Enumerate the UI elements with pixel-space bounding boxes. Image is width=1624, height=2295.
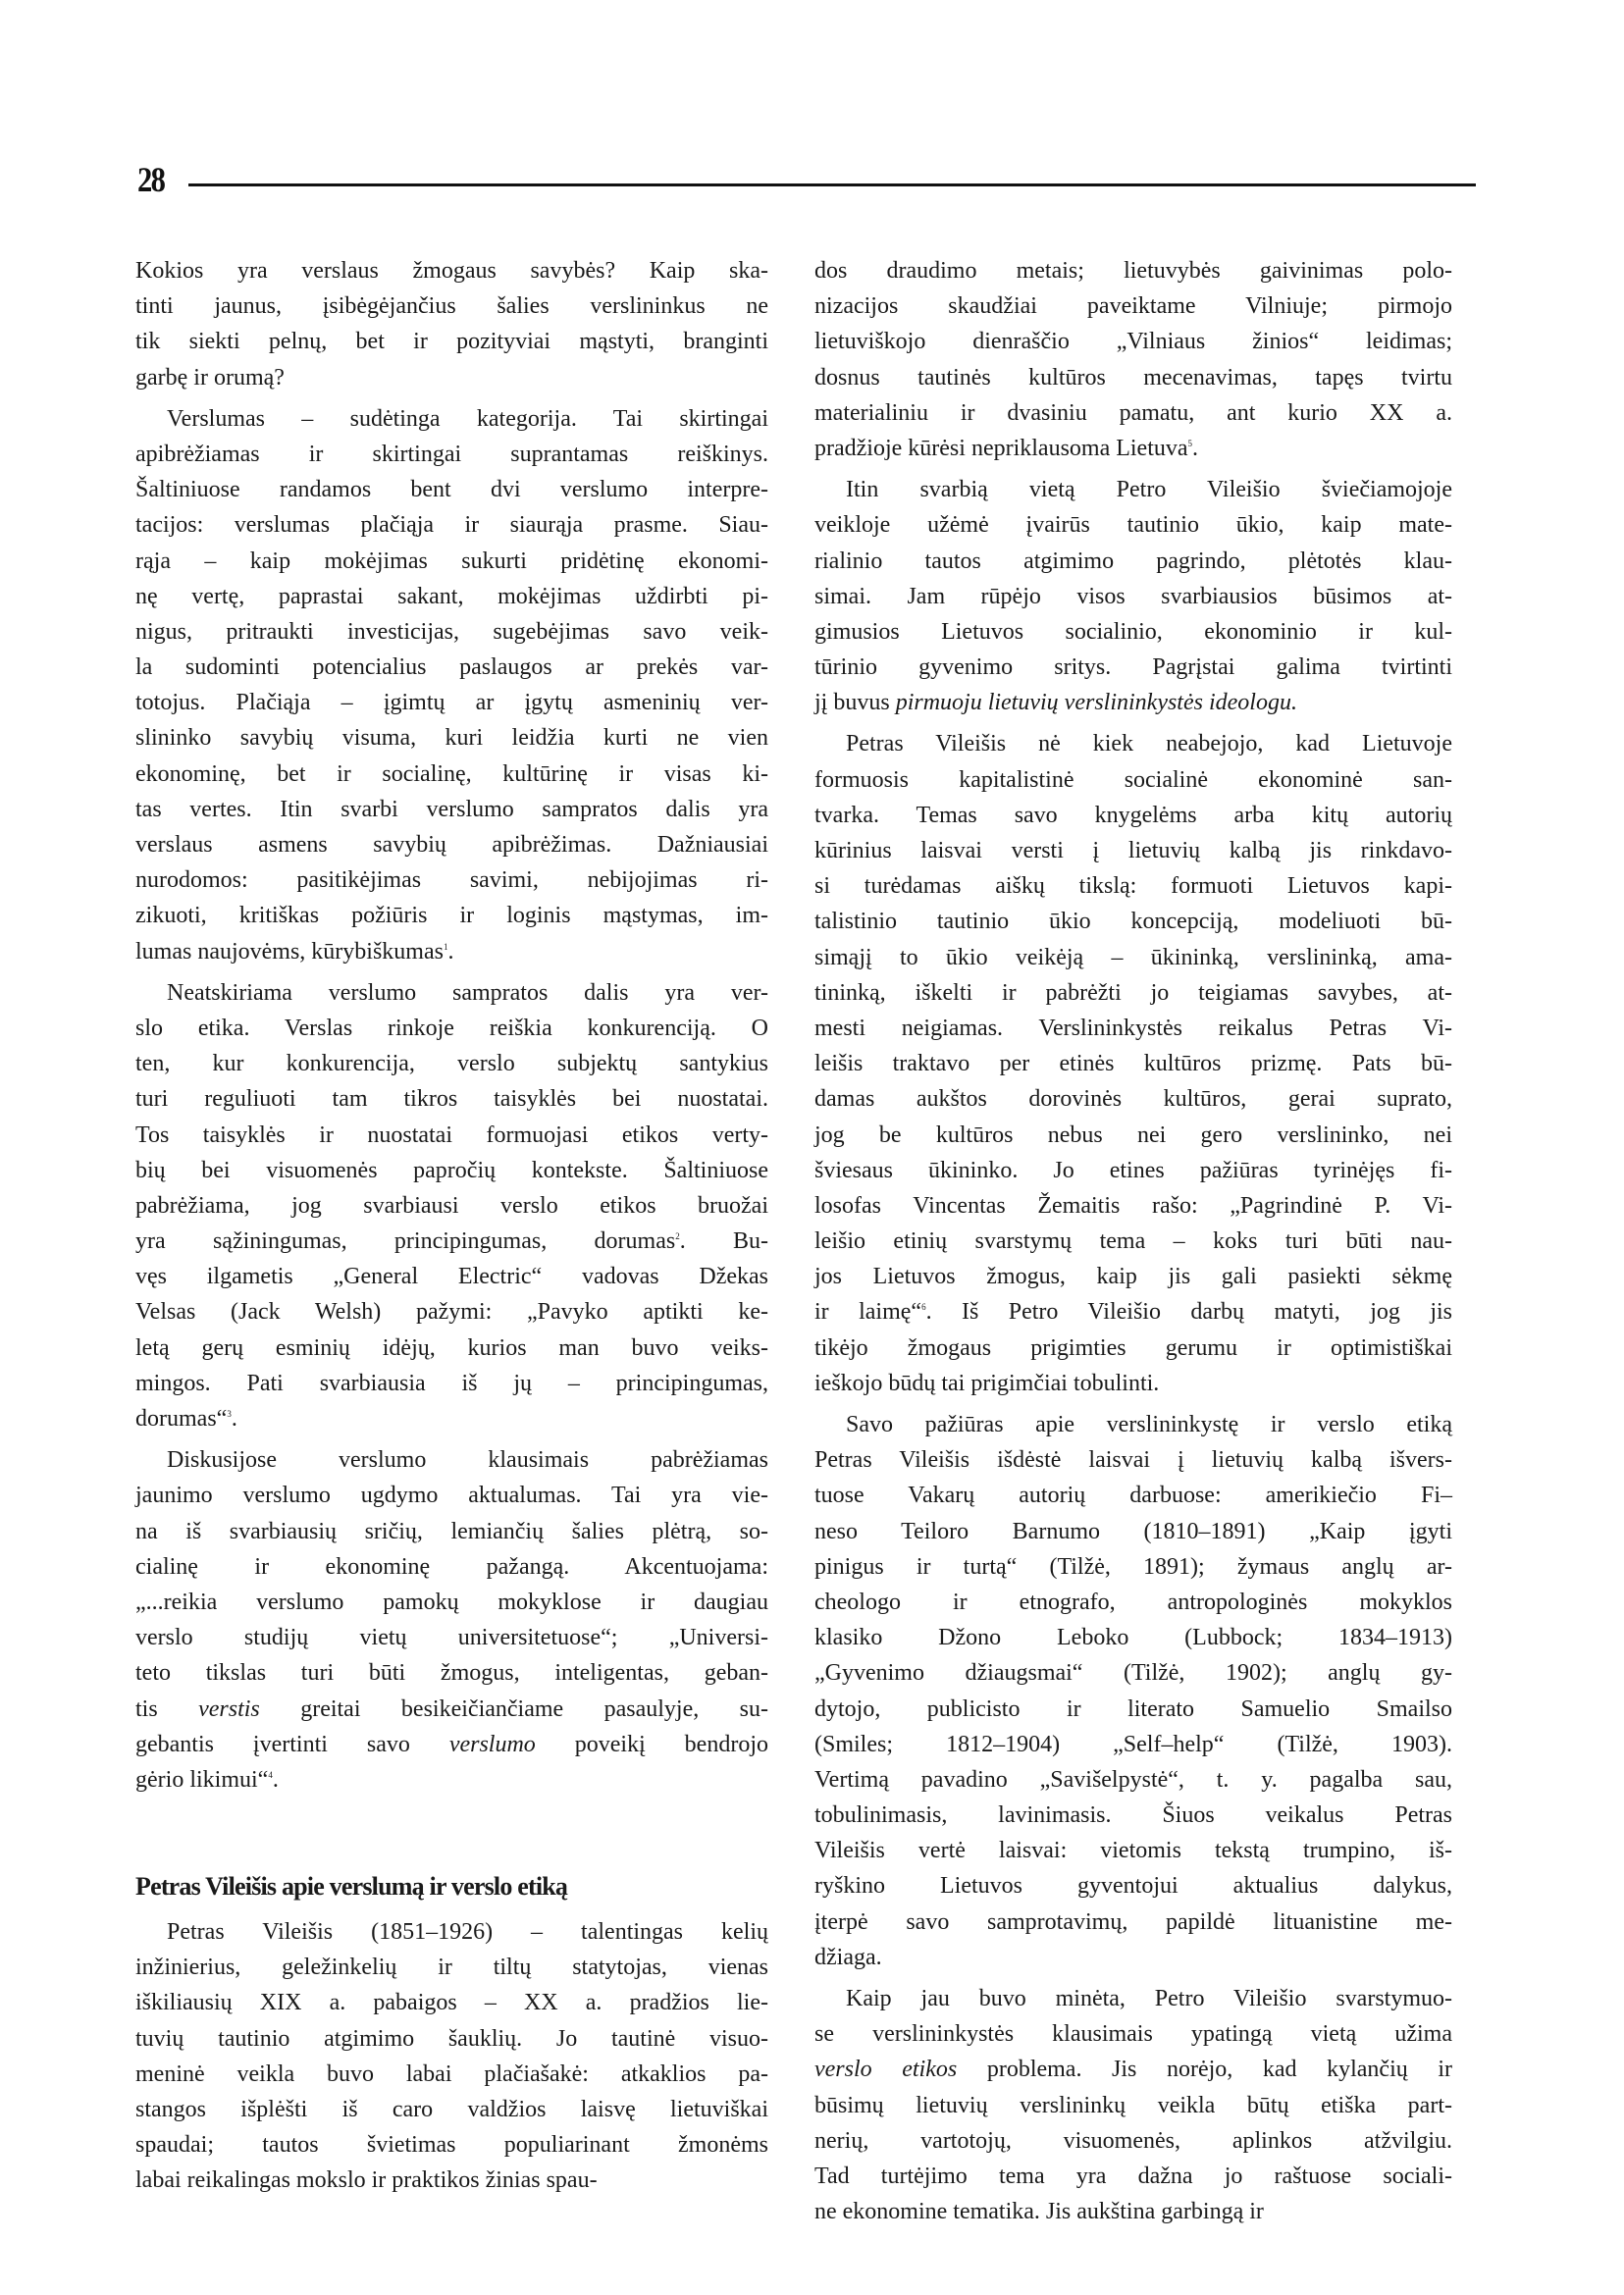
- text-line: Petras Vileišis (1851–1926) – talentingas kelių: [167, 1919, 768, 1946]
- text-line: gėrio likimui“$^4$.: [135, 1766, 279, 1793]
- text-line: leišio etinių svarstymų tema – koks turi būti nau-: [814, 1228, 1452, 1255]
- text-line: Kokios yra verslaus žmogaus savybės? Kaip ska-: [135, 258, 768, 284]
- text-line: bių bei visuomenės papročių kontekste. Šaltiniuose: [135, 1157, 768, 1183]
- text-line: tik siekti pelnų, bet ir pozityviai mąstyti, branginti: [135, 329, 768, 355]
- footnote-ref: 1: [443, 941, 448, 952]
- text-line: pabrėžiama, jog svarbiausi verslo etikos bruožai: [135, 1192, 768, 1219]
- text-line: cialinę ir ekonominę pažangą. Akcentuojama:: [135, 1553, 768, 1580]
- text-line: Petras Vileišis nė kiek neabejojo, kad Lietuvoje: [846, 731, 1452, 757]
- text-line: verslo studijų vietų universitetuose“; „Universi-: [135, 1625, 768, 1651]
- text-line: tas vertes. Itin svarbi verslumo sampratos dalis yra: [135, 796, 768, 822]
- text-line: kūrinius laisvai versti į lietuvių kalbą jis rinkdavo-: [814, 838, 1452, 863]
- text-line: inžinierius, geležinkelių ir tiltų statytojas, vienas: [135, 1955, 768, 1981]
- text-line: vęs ilgametis „General Electric“ vadovas Džekas: [135, 1264, 768, 1290]
- paragraph: [135, 253, 768, 395]
- italic-emphasis: pirmuoju lietuvių verslininkystės ideologu.: [895, 690, 1297, 716]
- paragraph: [135, 1442, 768, 1798]
- text-line: įterpė savo samprotavimų, papildė lituanistine me-: [814, 1908, 1452, 1935]
- text-line: Tos taisyklės ir nuostatai formuojasi etikos verty-: [135, 1121, 768, 1148]
- text-line: ieškojo būdų tai prigimčiai tobulinti.: [814, 1370, 1160, 1396]
- text-line: se verslininkystės klausimais ypatingą vietą užima: [814, 2021, 1452, 2048]
- text-line: klasiko Džono Leboko (Lubbock; 1834–1913): [814, 1625, 1452, 1651]
- paragraph: [814, 726, 1452, 1401]
- paragraph: [135, 401, 768, 969]
- text-line: ryškino Lietuvos gyventojui aktualius dalykus,: [814, 1873, 1452, 1900]
- paragraph: [814, 253, 1452, 466]
- text-line: pinigus ir turtą“ (Tilžė, 1891); žymaus anglų ar-: [814, 1553, 1452, 1580]
- text-line: iškiliausių XIX a. pabaigos – XX a. pradžios lie-: [135, 1990, 768, 2016]
- text-line: stangos išplėšti iš caro valdžios laisvę lietuviškai: [135, 2097, 768, 2122]
- text-line: dorumas“$^3$.: [135, 1406, 237, 1432]
- text-line: Itin svarbią vietą Petro Vileišio šviečiamojoje: [846, 477, 1452, 503]
- text-line: zikuoti, kritiškas požiūris ir loginis mąstymas, im-: [135, 903, 768, 929]
- text-line: Verslumas – sudėtinga kategorija. Tai skirtingai: [167, 405, 768, 432]
- text-line: gebantis įvertinti savo verslumo poveikį bendrojo: [135, 1731, 768, 1757]
- text-line: Vertimą pavadino „Savišelpystė“, t. y. pagalba sau,: [814, 1766, 1452, 1793]
- text-line: (Smiles; 1812–1904) „Self–help“ (Tilžė, 1903).: [814, 1731, 1452, 1757]
- text-line: garbę ir orumą?: [135, 364, 285, 391]
- text-line: mesti neigiamas. Verslininkystės reikalus Petras Vi-: [814, 1015, 1452, 1041]
- page-header: [137, 157, 1482, 199]
- footnote-ref: 4: [268, 1769, 273, 1780]
- text-line: verslo etikos problema. Jis norėjo, kad kylančių ir: [814, 2057, 1453, 2083]
- section-heading: Petras Vileišis apie verslumą ir verslo etiką: [135, 1872, 568, 1902]
- text-line: nizacijos skaudžiai paveiktame Vilniuje; pirmojo: [814, 293, 1452, 320]
- text-line: Savo pažiūras apie verslininkystę ir verslo etiką: [846, 1412, 1452, 1437]
- text-line: totojus. Plačiąja – įgimtų ar įgytų asmeninių ver-: [135, 690, 768, 716]
- page-number: 28: [137, 160, 165, 199]
- footnote-ref: 2: [675, 1231, 680, 1242]
- text-line: tuvių tautinio atgimimo šauklių. Jo tautinė visuo-: [135, 2025, 768, 2052]
- text-line: rialinio tautos atgimimo pagrindo, plėtotės klau-: [814, 548, 1452, 574]
- text-line: jį buvus pirmuoju lietuvių verslininkystės ideologu.: [814, 690, 1297, 716]
- italic-emphasis: verslo etikos: [814, 2057, 958, 2083]
- text-line: si turėdamas aiškų tikslą: formuoti Lietuvos kapi-: [814, 873, 1452, 900]
- footnote-ref: 6: [921, 1302, 926, 1313]
- text-line: tis verstis greitai besikeičiančiame pasaulyje, su-: [135, 1695, 768, 1722]
- italic-emphasis: verstis: [198, 1695, 260, 1722]
- text-line: na iš svarbiausių sričių, lemiančių šalies plėtrą, so-: [135, 1518, 768, 1544]
- text-line: slininko savybių visuma, kuri leidžia kurti ne vien: [135, 725, 768, 752]
- text-line: būsimų lietuvių verslininkų veikla būtų etiška part-: [814, 2092, 1452, 2118]
- text-line: ir laimę“$^6$. Iš Petro Vileišio darbų matyti, jog jis: [814, 1299, 1452, 1326]
- text-line: formuosis kapitalistinė socialinė ekonominė san-: [814, 766, 1452, 793]
- text-line: Neatskiriama verslumo sampratos dalis yra ver-: [167, 979, 768, 1006]
- footnote-ref: 5: [1187, 438, 1193, 448]
- text-line: simąjį to ūkio veikėją – ūkininką, verslininką, ama-: [814, 944, 1452, 970]
- text-line: lietuviškojo dienraščio „Vilniaus žinios“ leidimas;: [814, 329, 1452, 355]
- text-line: dos draudimo metais; lietuvybės gaivinimas polo-: [814, 258, 1452, 284]
- paragraph: [814, 1407, 1452, 1975]
- text-line: mingos. Pati svarbiausia iš jų – principingumas,: [135, 1370, 768, 1396]
- text-line: lumas naujovėms, kūrybiškumas$^1$.: [135, 938, 454, 965]
- text-line: Šaltiniuose randamos bent dvi verslumo interpre-: [135, 477, 768, 503]
- text-line: dytojo, publicisto ir literato Samuelio Smailso: [814, 1695, 1452, 1722]
- text-line: damas aukštos dorovinės kultūros, gerai suprato,: [814, 1086, 1452, 1113]
- text-line: tikėjo žmogaus prigimties gerumu ir optimistiškai: [814, 1334, 1452, 1361]
- text-line: ne ekonomine tematika. Jis aukština garbingą ir: [814, 2199, 1264, 2225]
- text-line: ten, kur konkurencija, verslo subjektų santykius: [135, 1051, 768, 1077]
- text-line: jaunimo verslumo ugdymo aktualumas. Tai yra vie-: [135, 1483, 768, 1509]
- text-line: tvarka. Temas savo knygelėms arba kitų autorių: [814, 802, 1452, 828]
- text-line: Vileišis vertė laisvai: vietomis tekstą trumpino, iš-: [814, 1838, 1452, 1864]
- text-line: teto tikslas turi būti žmogus, inteligentas, geban-: [135, 1660, 768, 1687]
- text-line: verslaus asmens savybių apibrėžimas. Dažniausiai: [135, 832, 768, 858]
- text-line: simai. Jam rūpėjo visos svarbiausios būsimos at-: [814, 583, 1452, 609]
- right-column: [814, 253, 1452, 2229]
- text-line: tuose Vakarų autorių darbuose: amerikiečio Fi–: [814, 1483, 1452, 1509]
- header-rule: [188, 183, 1476, 186]
- text-line: Diskusijose verslumo klausimais pabrėžiamas: [167, 1447, 768, 1474]
- text-line: ekonominę, bet ir socialinę, kultūrinę ir visas ki-: [135, 760, 768, 787]
- text-line: labai reikalingas mokslo ir praktikos žinias spau-: [135, 2167, 598, 2194]
- text-line: tūrinio gyvenimo sritys. Pagrįstai galima tvirtinti: [814, 654, 1452, 681]
- text-line: materialiniu ir dvasiniu pamatu, ant kurio XX a.: [814, 399, 1452, 426]
- paragraph: [814, 1981, 1452, 2229]
- text-line: gimusios Lietuvos socialinio, ekonominio ir kul-: [814, 618, 1452, 645]
- paragraph: [135, 975, 768, 1436]
- paragraph: [814, 472, 1452, 720]
- text-line: spaudai; tautos švietimas populiarinant žmonėms: [135, 2132, 768, 2159]
- text-line: „Gyvenimo džiaugsmai“ (Tilžė, 1902); anglų gy-: [814, 1660, 1452, 1687]
- text-line: losofas Vincentas Žemaitis rašo: „Pagrindinė P. Vi-: [814, 1192, 1452, 1219]
- text-line: letą gerų esminių idėjų, kurios man buvo veiks-: [135, 1334, 768, 1361]
- text-line: leišis traktavo per etinės kultūros prizmę. Pats bū-: [814, 1051, 1452, 1077]
- text-line: jog be kultūros nebus nei gero verslininko, nei: [814, 1121, 1452, 1148]
- text-line: „...reikia verslumo pamokų mokyklose ir daugiau: [135, 1589, 768, 1615]
- text-line: Petras Vileišis išdėstė laisvai į lietuvių kalbą išvers-: [814, 1447, 1452, 1474]
- text-line: tobulinimasis, lavinimasis. Šiuos veikalus Petras: [814, 1802, 1452, 1829]
- italic-emphasis: verslumo: [448, 1731, 536, 1757]
- text-line: rąja – kaip mokėjimas sukurti pridėtinę ekonomi-: [135, 548, 768, 574]
- text-line: tininką, iškelti ir pabrėžti jo teigiamas savybes, at-: [814, 979, 1452, 1006]
- text-line: meninė veikla buvo labai plačiašakė: atkaklios pa-: [135, 2060, 768, 2087]
- text-line: nigus, pritraukti investicijas, sugebėjimas savo veik-: [135, 618, 768, 645]
- text-line: jos Lietuvos žmogus, kaip jis gali pasiekti sėkmę: [814, 1264, 1452, 1290]
- text-line: tinti jaunus, įsibėgėjančius šalies verslininkus ne: [135, 293, 768, 320]
- text-line: tacijos: verslumas plačiąja ir siaurąja prasme. Siau-: [135, 512, 768, 539]
- text-line: dosnus tautinės kultūros mecenavimas, tapęs tvirtu: [814, 364, 1452, 391]
- text-line: slo etika. Verslas rinkoje reiškia konkurenciją. O: [135, 1015, 768, 1041]
- text-line: Velsas (Jack Welsh) pažymi: „Pavyko aptikti ke-: [135, 1299, 768, 1326]
- text-line: nerių, vartotojų, visuomenės, aplinkos atžvilgiu.: [814, 2127, 1452, 2154]
- text-line: veikloje užėmė įvairūs tautinio ūkio, kaip mate-: [814, 512, 1452, 539]
- text-line: Kaip jau buvo minėta, Petro Vileišio svarstymuo-: [846, 1986, 1452, 2011]
- text-line: pradžioje kūrėsi nepriklausoma Lietuva$^5$.: [814, 435, 1199, 461]
- text-line: cheologo ir etnografo, antropologinės mokyklos: [814, 1589, 1452, 1615]
- paragraph: [135, 1914, 768, 2199]
- text-line: džiaga.: [814, 1944, 882, 1970]
- text-line: šviesaus ūkininko. Jo etines pažiūras tyrinėjęs fi-: [814, 1157, 1452, 1183]
- text-line: nę vertę, paprastai sakant, mokėjimas uždirbti pi-: [135, 583, 768, 609]
- text-line: la sudominti potencialius paslaugos ar prekės var-: [135, 654, 768, 681]
- text-line: Tad turtėjimo tema yra dažna jo raštuose sociali-: [814, 2163, 1452, 2189]
- text-line: turi reguliuoti tam tikros taisyklės bei nuostatai.: [135, 1086, 768, 1113]
- footnote-ref: 3: [227, 1409, 232, 1419]
- left-column: [135, 253, 768, 2199]
- text-line: talistinio tautinio ūkio koncepciją, modeliuoti bū-: [814, 909, 1452, 935]
- text-line: nurodomos: pasitikėjimas savimi, nebijojimas ri-: [135, 867, 768, 894]
- text-line: apibrėžiamas ir skirtingai suprantamas reiškinys.: [135, 441, 768, 467]
- text-line: neso Teiloro Barnumo (1810–1891) „Kaip įgyti: [814, 1518, 1452, 1544]
- text-line: yra sąžiningumas, principingumas, dorumas$^2$. Bu-: [135, 1228, 768, 1255]
